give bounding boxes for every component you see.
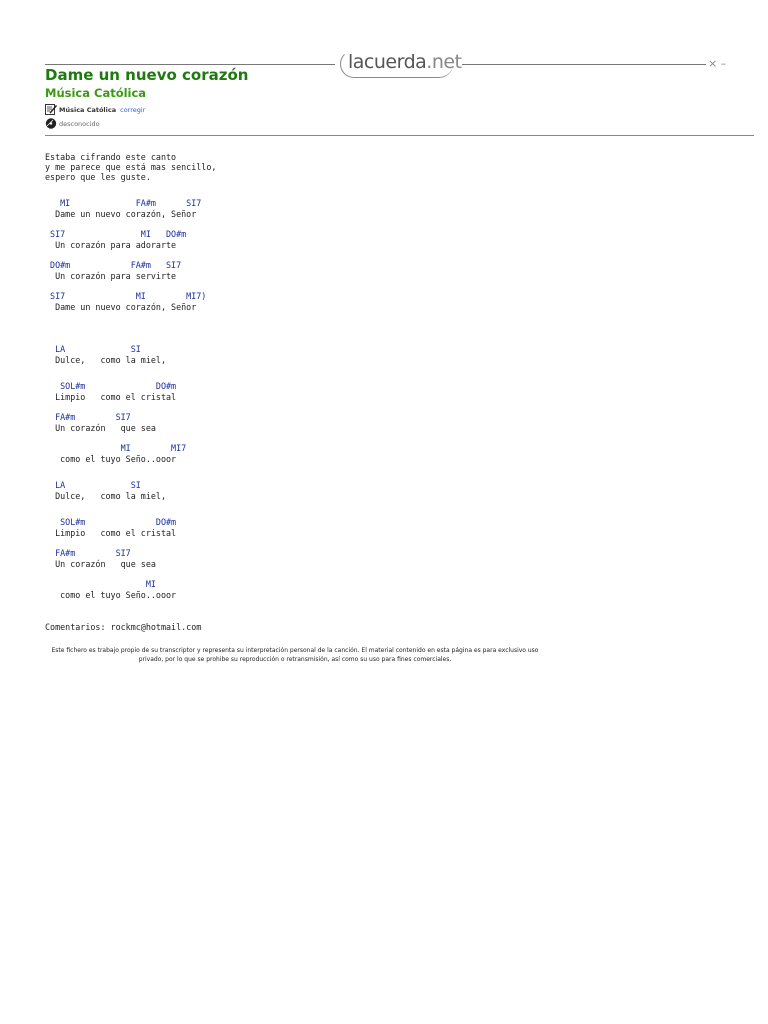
chord-line[interactable]: LA SI (45, 480, 141, 490)
lyric-line: Limpio como el cristal (45, 528, 177, 538)
disclaimer: Este fichero es trabajo propio de su transcriptor y representa su interpretación personal de la canción. El material contenido en esta página es para exclusivo uso privado, por lo que se prohibe su reproducción o retransmisión, así como su uso para fines comerciales. (51, 647, 539, 663)
lyric-line: Limpio como el cristal (45, 392, 177, 402)
chord-line[interactable]: SOL#m DO#m (45, 517, 177, 527)
header-rule-left (45, 64, 335, 65)
comment-line: Comentarios: rockmc@hotmail.com (45, 622, 202, 632)
lyric-line: Un corazón para adorarte (45, 240, 177, 250)
author-status: desconocido (59, 119, 100, 128)
artist-link[interactable]: Música Católica (45, 86, 147, 100)
lyric-line: Dulce, como la miel, (45, 491, 167, 501)
lyric-line: como el tuyo Seño..ooor (45, 454, 177, 464)
chord-line[interactable]: MI FA#m SI7 (45, 198, 202, 208)
chord-line[interactable]: FA#m SI7 (45, 548, 131, 558)
lyric-line: espero que les guste. (45, 172, 151, 182)
site-logo[interactable] (340, 48, 460, 82)
lyric-line: Un corazón que sea (45, 559, 156, 569)
lyric-line: Dame un nuevo corazón, Señor (45, 209, 197, 219)
chord-line[interactable]: SI7 MI MI7) (45, 291, 207, 301)
edit-icon (45, 104, 57, 115)
chord-line[interactable]: LA SI (45, 344, 141, 354)
header-separator (45, 135, 754, 136)
chord-line[interactable]: SOL#m DO#m (45, 381, 177, 391)
chord-line[interactable]: FA#m SI7 (45, 412, 131, 422)
genre-row (45, 104, 145, 115)
disc-icon (45, 118, 57, 129)
chord-line[interactable]: SI7 MI DO#m (45, 229, 187, 239)
lyric-line: Dulce, como la miel, (45, 355, 167, 365)
chord-line[interactable]: DO#m FA#m SI7 (45, 260, 182, 270)
lyric-line: Un corazón que sea (45, 423, 156, 433)
lyric-line: como el tuyo Seño..ooor (45, 590, 177, 600)
lyric-line: y me parece que está mas sencillo, (45, 162, 217, 172)
logo-tld: .net (426, 51, 462, 73)
song-title: Dame un nuevo corazón (45, 66, 249, 84)
lyric-line: Estaba cifrando este canto (45, 152, 177, 162)
logo-main: lacuerda (348, 51, 427, 73)
author-row (45, 118, 100, 129)
close-icon[interactable]: × – (708, 57, 727, 70)
correct-link[interactable]: corregir (120, 105, 146, 114)
header-rule-right (462, 64, 706, 65)
genre-label[interactable]: Música Católica (59, 105, 117, 114)
chord-line[interactable]: MI MI7 (45, 443, 187, 453)
chord-line[interactable]: MI (45, 579, 156, 589)
lyric-line: Un corazón para servirte (45, 271, 177, 281)
lyric-line: Dame un nuevo corazón, Señor (45, 302, 197, 312)
